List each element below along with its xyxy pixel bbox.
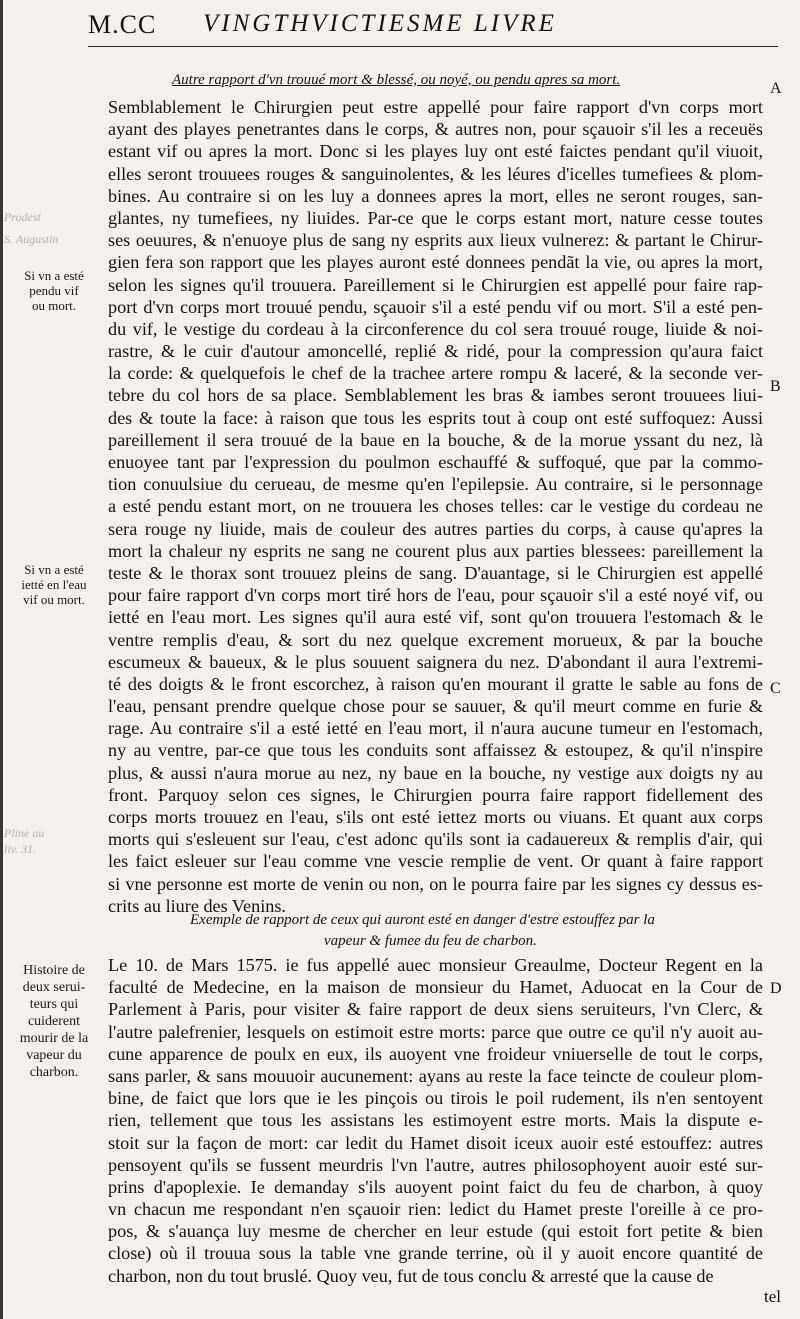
text-line: port d'vn corps mort trouué pendu, sçauoir s'il a esté pendu vif ou mort. S'il a esté pen- [108,296,763,317]
margin-letter: C [770,680,781,697]
margin-note-line: Histoire de [23,963,85,978]
text-line: si vne personne est morte de venin ou non, on le pourra faire par les signes cy dessus es- [108,873,763,894]
section-subheading: vapeur & fumee du feu de charbon. [324,933,537,949]
text-line: Le 10. de Mars 1575. ie fus appellé auec monsieur Greaulme, Docteur Regent en la [108,955,763,975]
text-line: l'autre palefrenier, lesquels on estimoit estre morts: parce que outre ce qu'il n'y auoit au- [108,1021,763,1042]
margin-note-line: deux serui- [22,980,86,995]
margin-note-line: vif ou mort. [23,592,85,607]
text-line: corps morts trouuez en l'eau, s'ils ont esté iettez morts ou viuans. Et quant aux corps [108,807,763,827]
text-line: crits au liure des Venins. [108,895,286,916]
text-line: estant vif ou apres la mort. Donc si les playes luy ont esté faictes pendant qu'il viuoit, [108,141,763,162]
running-title: VINGTHVICTIESME LIVRE [203,10,557,37]
text-line: sans parler, & sans mouuoir aucunement: ayans au reste la face teincte de couleur plom- [108,1065,763,1086]
text-line: charbon, non du tout bruslé. Quoy veu, fut de tous conclu & arresté que la cause de [108,1265,714,1286]
text-line: front. Parquoy selon ces signes, le Chirurgien pourra faire rapport fidellement des [108,784,763,805]
catchword: tel [764,1287,781,1306]
margin-note [6,562,102,607]
page-edge [0,0,3,1319]
margin-note [6,268,102,313]
text-line: close) où il trouua sous la table vne grande terrine, où il y auoit encore quantité de [108,1243,763,1264]
text-line: pour faire rapport d'vn corps mort tiré hors de l'eau, pour sçauoir s'il a esté noyé vif, ou [108,585,763,606]
text-line: vn chacun me respondant n'en sçauoir rien: ledict du Hamet preste l'oreille à ce pro- [108,1199,763,1220]
text-line: pensoyent qu'ils se fussent meurdris l'vn l'autre, autres philosophoyent auoir esté sur- [108,1154,763,1175]
text-line: mort la chaleur ny esprits ne sang ne courent plus aux parties blessees: pareillement la [108,540,763,561]
section-subheading: Exemple de rapport de ceux qui auront esté en danger d'estre estouffez par la [190,912,655,928]
text-line: Semblablement le Chirurgien peut estre appellé pour faire rapport d'vn corps mort [108,97,763,117]
text-line: faculté de Medecine, en la maison de monsieur du Hamet, Aduocat en la Cour de [108,977,763,998]
show-through-fragment: liv. 31. [4,842,37,856]
text-line: cune apparence de poulx en eux, ils auoyent vne froideur vniuerselle de tout le corps, [108,1043,763,1064]
text-line: morts qui s'esleuent sur l'eau, c'est adonc qu'ils sont ia cadauereux & remplis d'air, qui [108,829,763,850]
text-line: du vif, le vestige du cordeau à la circonference du col sera trouué rouge, liuide & noi- [108,318,763,339]
text-line: rastre, & le cuir d'autour amoncellé, replié & ridé, pour la compression qu'aura faict [108,341,763,362]
margin-note-line: Si vn a esté [24,562,84,577]
text-line: bines. Au contraire si on les luy a donnees apres la mort, elles ne seront rouges, san- [108,185,763,206]
page-header [88,10,778,47]
text-line: tebre du col hors de sa place. Semblablement les bras & iambes seront trouuees liui- [108,385,763,406]
text-line: a esté pendu estant mort, on ne trouuera les choses telles: car le vestige du cordeau ne [108,496,763,517]
text-line: stoit sur la façon de mort: car ledit du Hamet disoit iceux auoir esté estouffez: autres [108,1132,763,1153]
text-line: gien fera son rapport que les playes auront esté donnees pendãt la vie, ou apres la mort, [108,252,763,273]
text-line: les faict esleuer sur l'eau comme vne vescie remplie de vent. Or quant à faire rapport [108,851,763,872]
text-line: l'eau, pensant prendre quelque chose pour se sauuer, & qu'il meurt comme en furie & [108,696,763,717]
margin-note-line: Si vn a esté [24,268,84,283]
margin-note-line: ietté en l'eau [21,577,87,592]
text-line: selon les signes qu'il trouuera. Pareillement si le Chirurgien est appellé pour faire rap- [108,274,763,295]
text-line: ventre remplis d'eau, & sort du nez quelque excrement morueux, & par la bouche [108,629,763,650]
section-subheading: Autre rapport d'vn trouué mort & blessé, ou noyé, ou pendu apres sa mort. [172,72,621,88]
margin-note-line: ou mort. [31,298,77,313]
text-line: ietté en l'eau mort. Les signes qu'il aura esté vif, sont qu'on trouuera l'estomach & le [108,607,763,628]
text-line: tion conuulsiue du cerueau, de mesme qu'en l'epilepsie. Au contraire, si le personnage [108,474,763,495]
text-line: té des doigts & le front escorchez, à raison qu'en mourant il gratte le sable au fons de [108,673,763,694]
text-line: enuoyee tant par l'expression du poulmon eschauffé & suffoqué, que par la commo- [108,452,763,472]
text-line: pareillement il sera trouué de la baue en la bouche, & de la morue yssant du nez, là [108,429,763,450]
section-body [108,96,763,917]
text-line: la corde: & quelquefois le chef de la trachee artere rompu & laceré, & la seconde ver- [108,363,763,384]
text-line: pos, & s'auança luy mesme de chercher en leur estude (qui estoit fort petite & bien [108,1221,763,1242]
text-line: Parlement à Paris, pour visiter & faire rapport de deux siens seruiteurs, l'vn Clerc, & [108,999,763,1020]
margin-note-line: vapeur du [26,1048,82,1063]
margin-note-line: charbon. [29,1065,79,1080]
text-line: prins d'apoplexie. Ie demanday s'ils auoyent point faict du feu de charbon, à quoy [108,1176,763,1197]
text-line: plus, & aussi n'aura morue au nez, ny baue en la bouche, ny vestige aux doigts ny au [108,762,763,783]
margin-note [6,962,102,1081]
text-line: ny au ventre, par-ce que tous les conduits sont affaissez & estoupez, & qu'il n'inspire [108,740,763,761]
text-line: des & toute la face: à raison que tous les esprits tout à coup ont esté suffoquez: Aussi [108,407,763,428]
text-line: ses oeuures, & n'enuoye plus de sang ny esprits aux lieux vulnerez: & partant le Chirur- [108,230,763,251]
show-through-fragment: Prodest [4,210,41,224]
margin-note-line: cuiderent [27,1014,81,1029]
margin-note-line: teurs qui [29,997,79,1012]
text-line: sera rouge ny liuide, mais de couleur des autres parties du corps, à cause qu'apres la [108,518,763,539]
margin-note-line: mourir de la [19,1031,89,1046]
margin-letter: A [770,80,782,97]
text-line: bine, de faict que lors que ie les pinçois ou tirois le poil rudement, ils n'en sentoyent [108,1088,763,1109]
text-line: ayant des playes penetrantes dans le corps, & autres non, pour sçauoir s'il les a receuës [108,119,763,140]
margin-letter: B [770,378,781,395]
text-line: rien, tellement que tous les assistans les estimoyent estre morts. Mais la dispute e- [108,1110,763,1131]
text-line: rage. Au contraire s'il a esté ietté en l'eau mort, il n'aura aucune tumeur en l'estomach, [108,718,763,739]
folio: M.CC [88,10,157,39]
margin-letter: D [770,980,782,997]
show-through-fragment: Pline au [4,826,45,840]
margin-note-line: pendu vif [29,283,79,298]
section-body [108,954,763,1287]
text-line: elles seront trouuees rouges & sanguinolentes, & les léures d'icelles tumefiees & plom- [108,163,763,184]
show-through-fragment: S. Augustin [4,232,59,246]
text-line: escumeux & baueux, & le plus souuent saignera du nez. D'abondant il aura l'extremi- [108,651,763,672]
text-line: glantes, ny tumefiees, ny liuides. Par-ce que le corps estant mort, nature cesse toutes [108,207,763,228]
text-line: teste & le thorax sont trouuez pleins de sang. D'auantage, si le Chirurgien est appellé [108,562,763,583]
